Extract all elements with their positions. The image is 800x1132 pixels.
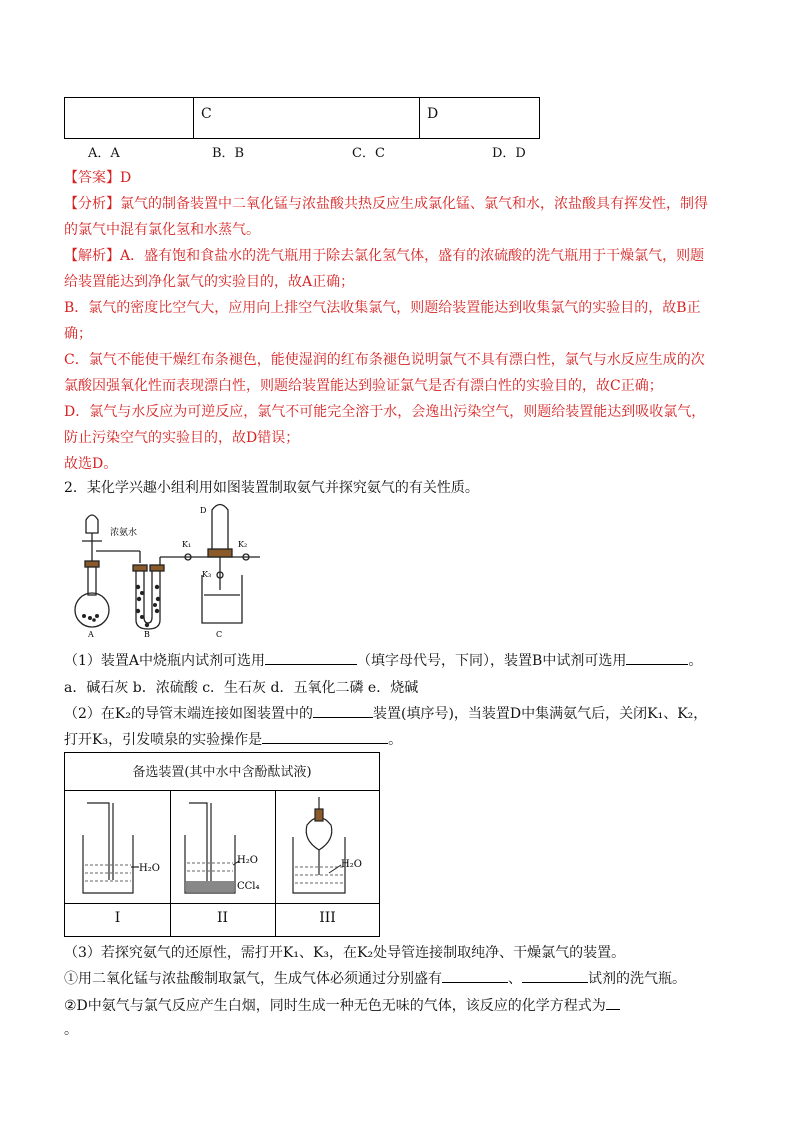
analysis-line-1 [64, 193, 708, 213]
device-i-figure [73, 795, 165, 899]
h2o-label-iii: H₂O [341, 859, 362, 870]
q2-part3-2: ②D中氨气与氯气反应产生白烟，同时生成一种无色无味的气体，该反应的化学方程式为 [64, 995, 620, 1015]
answer-value: D [120, 170, 132, 186]
table-cell-d: D [427, 106, 439, 122]
device-ii-figure [177, 795, 273, 899]
answer-tag: 【答案】 [64, 170, 120, 186]
q2-options-line: a．碱石灰 b．浓硫酸 c．生石灰 d．五氧化二磷 e．烧碱 [64, 680, 419, 696]
table-title: 备选装置(其中水中含酚酞试液) [132, 765, 312, 780]
answer-blank-7[interactable] [606, 1008, 620, 1010]
apparatus-figure [70, 495, 270, 640]
analysis-line-2: 的氯气中混有氯化氢和水蒸气。 [64, 222, 260, 238]
answer-blank-2[interactable] [626, 663, 688, 665]
label-conc-ammonia: 浓氨水 [110, 528, 138, 538]
explanation-d-1: D．氯气与水反应为可逆反应，氯气不可能完全溶于水，会逸出污染空气，则题给装置能达到吸收氯气， [64, 404, 706, 420]
q2-part3: （3）若探究氨气的还原性，需打开K₁、K₃，在K₂处导管连接制取纯净、干燥氯气的装置。 [64, 945, 626, 961]
explanation-conclusion: 故选D。 [64, 456, 118, 472]
choice-c: C．C [352, 146, 385, 161]
analysis-text-1: 氯气的制备装置中二氧化锰与浓盐酸共热反应生成氯化锰、氯气和水，浓盐酸具有挥发性，制得 [120, 196, 708, 212]
q2-part2-line2: 打开K₃，引发喷泉的实验操作是 。 [64, 732, 403, 748]
explanation-a-2: 给装置能达到净化氯气的实验目的，故A正确； [64, 274, 355, 290]
analysis-tag: 【分析】 [64, 196, 120, 212]
explanation-c-1: C．氯气不能使干燥红布条褪色，能使湿润的红布条褪色说明氯气不具有漂白性，氯气与水反应生成的次 [64, 352, 705, 368]
q2-stem: 2．某化学兴趣小组利用如图装置制取氨气并探究氨气的有关性质。 [64, 480, 479, 496]
explanation-b-2: 确； [64, 326, 92, 342]
q2-part2-line1: （2）在K₂的导管末端连接如图装置中的 装置(填序号)，当装置D中集满氨气后，关闭K₁、K₂， [64, 706, 708, 722]
label-i: I [114, 910, 121, 926]
label-c: C [216, 630, 223, 639]
device-options-table [64, 752, 380, 937]
ccl4-label: CCl₄ [237, 881, 260, 892]
label-k3: K₃ [202, 570, 212, 579]
answer-blank-3[interactable] [313, 716, 373, 718]
h2o-label-i: H₂O [139, 863, 160, 874]
label-b: B [144, 630, 150, 639]
label-iii: III [319, 910, 336, 926]
label-a: A [88, 630, 94, 639]
h2o-label-ii: H₂O [237, 855, 258, 866]
answer-blank-1[interactable] [265, 663, 357, 665]
answer-blank-4[interactable] [262, 742, 388, 744]
label-k1: K₁ [182, 540, 192, 549]
device-iii-figure [283, 795, 377, 899]
q2-part3-1: ①用二氧化锰与浓盐酸制取氯气，生成气体必须通过分别盛有 、 试剂的洗气瓶。 [64, 971, 686, 987]
q2-part3-2-end: 。 [64, 1022, 78, 1038]
table-cell-c: C [201, 106, 212, 122]
label-ii: II [216, 910, 229, 926]
answer-line [64, 167, 131, 187]
label-d: D [200, 506, 207, 515]
label-k2: K₂ [238, 540, 248, 549]
choice-b: B．B [212, 146, 245, 161]
explanation-b-1: B．氯气的密度比空气大，应用向上排空气法收集氯气，则题给装置能达到收集氯气的实验目的，故B正 [64, 300, 701, 316]
choice-d: D．D [492, 146, 526, 161]
answer-blank-6[interactable] [522, 981, 588, 983]
choice-a: A．A [88, 146, 120, 161]
explanation-c-2: 氯酸因强氧化性而表现漂白性，则题给装置能达到验证氯气是否有漂白性的实验目的，故C正确； [64, 378, 663, 394]
top-answer-table [64, 97, 540, 139]
explanation-a-1 [64, 245, 704, 265]
answer-blank-5[interactable] [442, 981, 508, 983]
explanation-a1-text: A．盛有饱和食盐水的洗气瓶用于除去氯化氢气体，盛有的浓硫酸的洗气瓶用于干燥氯气，则题 [120, 248, 705, 264]
explanation-d-2: 防止污染空气的实验目的，故D错误； [64, 430, 300, 446]
explanation-tag: 【解析】 [64, 248, 120, 264]
q2-part1: （1）装置A中烧瓶内试剂可选用 （填字母代号，下同），装置B中试剂可选用 。 [64, 653, 703, 669]
